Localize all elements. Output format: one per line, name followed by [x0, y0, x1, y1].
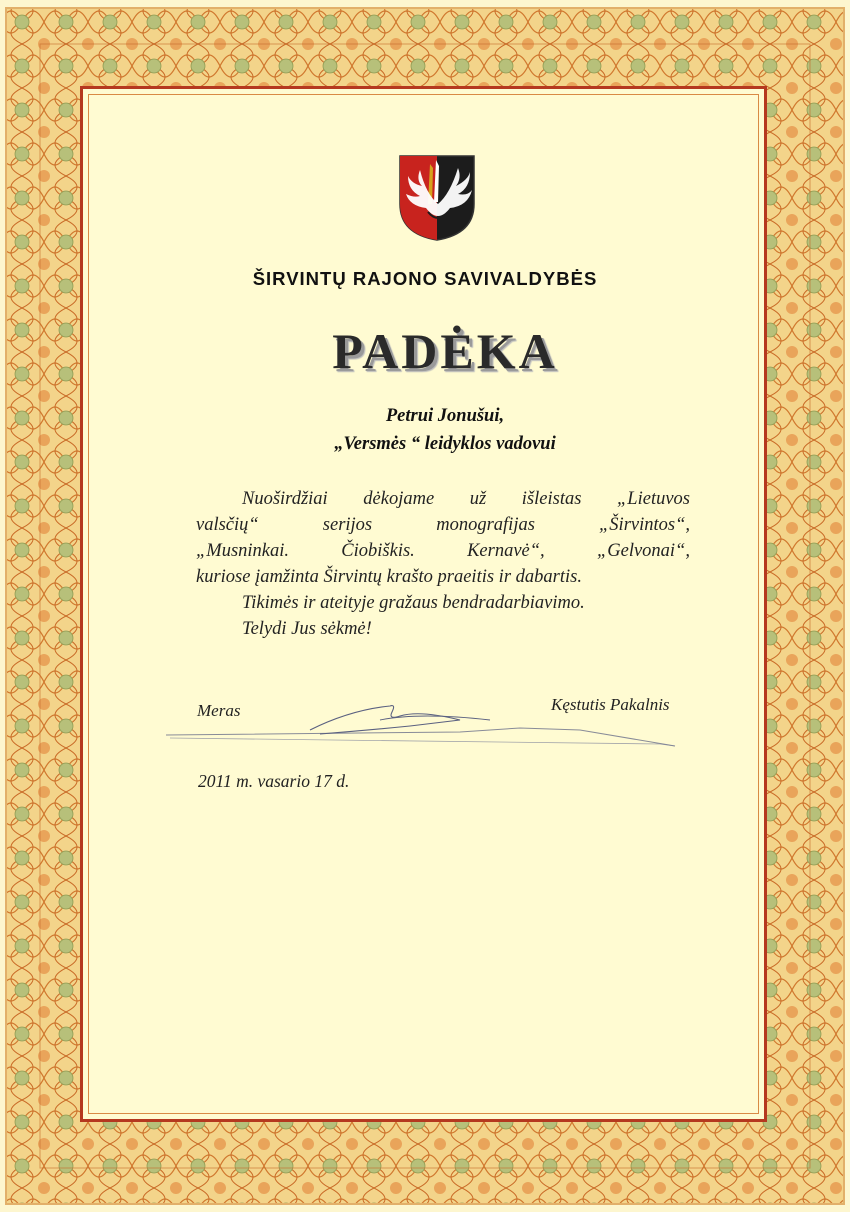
signer-role: Meras — [197, 701, 241, 720]
certificate-title: PADĖKA — [332, 323, 558, 379]
body-line-3: „Musninkai. Čiobiškis. Kernavė“, „Gelvonai“, — [196, 541, 690, 561]
recipient-name: Petrui Jonušui, — [385, 406, 505, 426]
coat-of-arms-icon — [398, 154, 476, 242]
issue-date: 2011 m. vasario 17 d. — [198, 771, 350, 791]
recipient-position: „Versmės “ leidyklos vadovui — [334, 434, 556, 454]
organization-name: ŠIRVINTŲ RAJONO SAVIVALDYBĖS — [252, 268, 598, 289]
body-line-5: Tikimės ir ateityje gražaus bendradarbiavimo. — [242, 593, 585, 613]
handwritten-signature — [160, 690, 700, 760]
body-line-6: Telydi Jus sėkmė! — [242, 619, 372, 639]
body-line-2: valsčių“ serijos monografijas „Širvintos“, — [196, 515, 690, 535]
body-line-1: Nuoširdžiai dėkojame už išleistas „Lietuvos — [242, 489, 690, 509]
body-line-4: kuriose įamžinta Širvintų krašto praeitis ir dabartis. — [196, 567, 582, 587]
gratitude-text — [196, 486, 690, 642]
signer-name: Kęstutis Pakalnis — [551, 695, 670, 714]
